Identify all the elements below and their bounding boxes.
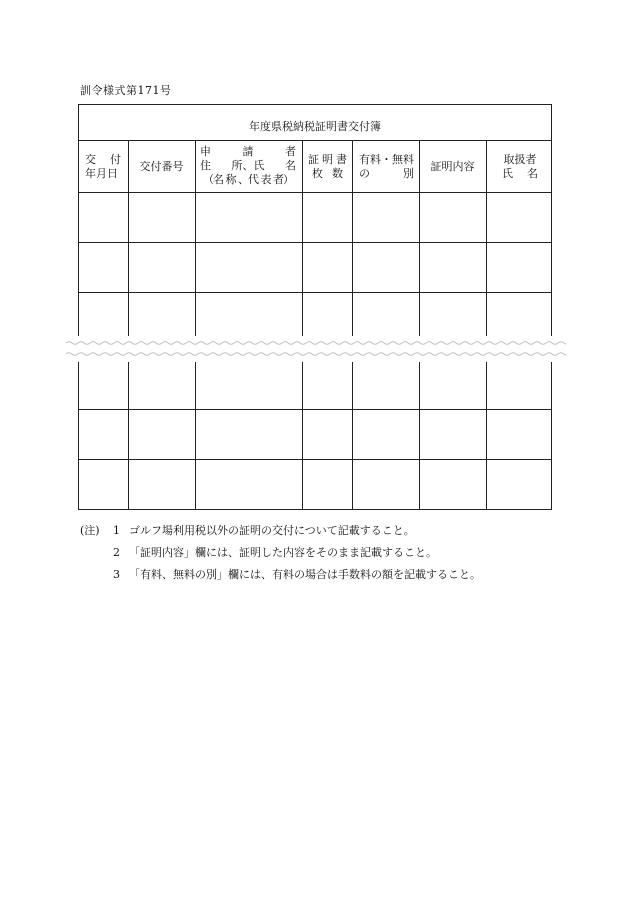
row-divider	[78, 242, 552, 243]
break-wave-icon	[66, 336, 566, 362]
header-fee-type: 有料・無料 の 別	[359, 153, 414, 180]
header-issue-number: 交付番号	[139, 160, 184, 173]
row-divider	[78, 292, 552, 293]
column-divider	[195, 140, 196, 510]
header-applicant: 申 請 者 住 所、氏 名 （名 称 、代 表 者）	[200, 145, 296, 186]
column-divider	[419, 140, 420, 510]
note-text: 「証明内容」欄には、証明した内容をそのまま記載すること。	[129, 546, 437, 559]
header-cert-content: 証明内容	[430, 160, 475, 173]
note-number: 2	[113, 546, 120, 559]
title-divider	[78, 140, 552, 141]
register-title: 年度県税納税証明書交付簿	[249, 120, 381, 133]
row-divider	[78, 459, 552, 460]
register-table	[78, 104, 552, 510]
note-text: ゴルフ場利用税以外の証明の交付について記載すること。	[129, 524, 415, 537]
row-divider	[78, 409, 552, 410]
omitted-rows-break	[66, 336, 566, 362]
notes-prefix: (注)	[80, 524, 100, 537]
column-divider	[302, 140, 303, 510]
header-cert-count: 証 明 書 枚 数	[308, 153, 347, 180]
column-divider	[352, 140, 353, 510]
note-text: 「有料、無料の別」欄には、有料の場合は手数料の額を記載すること。	[129, 568, 481, 581]
header-handler: 取扱者 氏 名	[502, 153, 538, 180]
note-number: 1	[113, 524, 120, 537]
note-number: 3	[113, 568, 120, 581]
column-divider	[128, 140, 129, 510]
header-issue-date: 交 付 年月日	[85, 153, 121, 180]
column-divider	[486, 140, 487, 510]
header-divider	[78, 192, 552, 193]
form-number: 訓令様式第171号	[80, 84, 172, 97]
